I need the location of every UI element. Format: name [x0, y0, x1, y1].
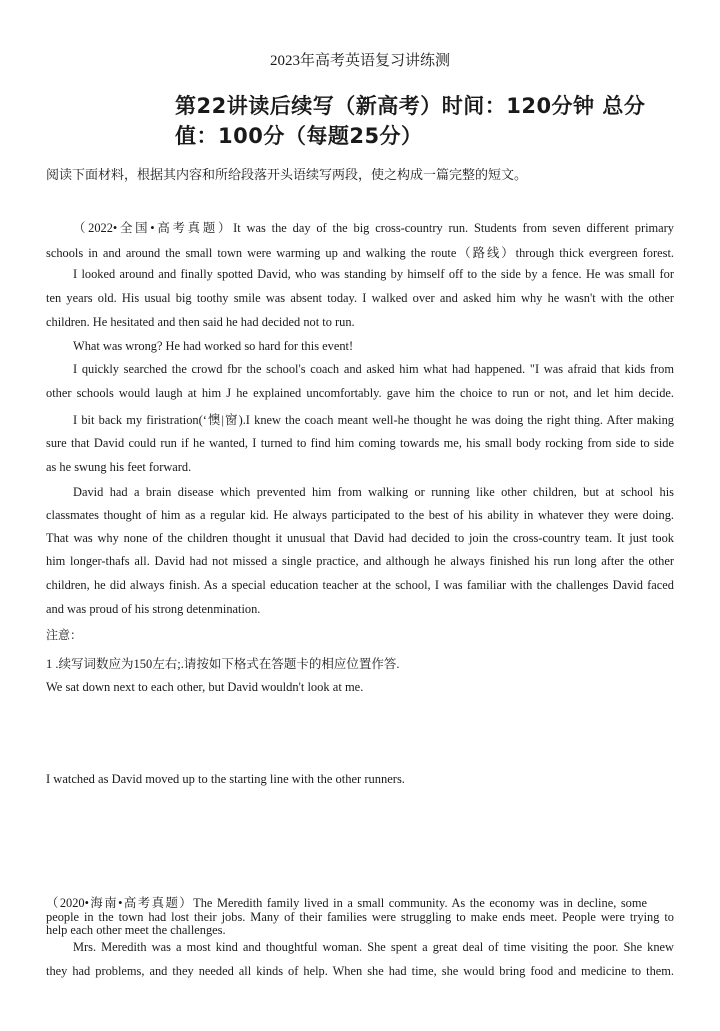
- lesson-title-line-2: 值：100分（每题25分）: [175, 124, 423, 148]
- passage1-line: I looked around and finally spotted David, who was standing by himself off to the side by a fence. He was small for: [73, 267, 674, 281]
- notes-label: 注意：: [46, 628, 83, 642]
- passage1-line: schools in and around the small town were warming up and walking the route（路线）through thick evergreen forest.: [46, 246, 674, 260]
- page-header: 2023年高考英语复习讲练测: [269, 53, 450, 69]
- passage1-line: children, he did always finish. As a special education teacher at the school, I was familiar with the challenges David faced: [46, 578, 674, 592]
- passage1-line: sure that David could run if he wanted, I turned to find him coming towards me, his small body rocking from side to side: [46, 436, 674, 450]
- passage1-line: What was wrong? He had worked so hard for this event!: [73, 339, 354, 353]
- passage1-line: ten years old. His usual big toothy smile was absent today. I walked over and asked him why he wasn't with the other: [46, 291, 674, 305]
- lesson-title-line-1: 第22讲读后续写（新高考）时间：120分钟 总分: [175, 94, 646, 118]
- passage1-line: That was why none of the children thought it unusual that David had decided to join the cross-country team. It just took: [46, 531, 674, 545]
- passage2-line: people in the town had lost their jobs. Many of their families were struggling to make ends meet. People were trying to: [46, 910, 674, 924]
- passage1-line: I bit back my firistration(‘懊|窗).I knew the coach meant well-he thought he was doing the right thing. After making: [73, 413, 674, 427]
- passage1-line: David had a brain disease which prevented him from walking or running like other children, but at school his: [73, 485, 674, 499]
- note-item-1: 1 .续写词数应为150左右;.请按如下格式在答题卡的相应位置作答.: [46, 657, 400, 671]
- passage1-line: classmates thought of him as a regular kid. He always participated to the best of his ability in whatever they were doing.: [46, 508, 674, 522]
- passage1-line: other schools would laugh at him J he explained uncomfortably. gave him the choice to run or not, and let him decide.: [46, 386, 674, 400]
- passage2-line: Mrs. Meredith was a most kind and thoughtful woman. She spent a great deal of time visiting the poor. She knew: [73, 940, 674, 954]
- passage1-line: （2022•全国•高考真题）It was the day of the big cross-country run. Students from seven different primary: [73, 221, 674, 235]
- instructions: 阅读下面材料，根据其内容和所给段落开头语续写两段，使之构成一篇完整的短文。: [46, 167, 528, 182]
- passage1-line: and was proud of his strong detenmination.: [46, 602, 261, 616]
- passage1-line: as he swung his feet forward.: [46, 460, 192, 474]
- passage2-line: help each other meet the challenges.: [46, 923, 226, 937]
- continuation-start-1: We sat down next to each other, but David wouldn't look at me.: [46, 680, 364, 694]
- continuation-start-2: I watched as David moved up to the starting line with the other runners.: [46, 772, 405, 786]
- passage1-line: I quickly searched the crowd fbr the school's coach and asked him what had happened. "I was afraid that kids from: [73, 362, 674, 376]
- passage1-line: him longer-thafs all. David had not missed a single practice, and although he always finished his run long after the other: [46, 554, 674, 568]
- passage2-line: （2020•海南•高考真题）The Meredith family lived in a small community. As the economy was in decline, some: [46, 896, 647, 910]
- passage1-line: children. He hesitated and then said he had decided not to run.: [46, 315, 355, 329]
- passage2-line: they had problems, and they needed all kinds of help. When she had time, she would bring food and medicine to them.: [46, 964, 674, 978]
